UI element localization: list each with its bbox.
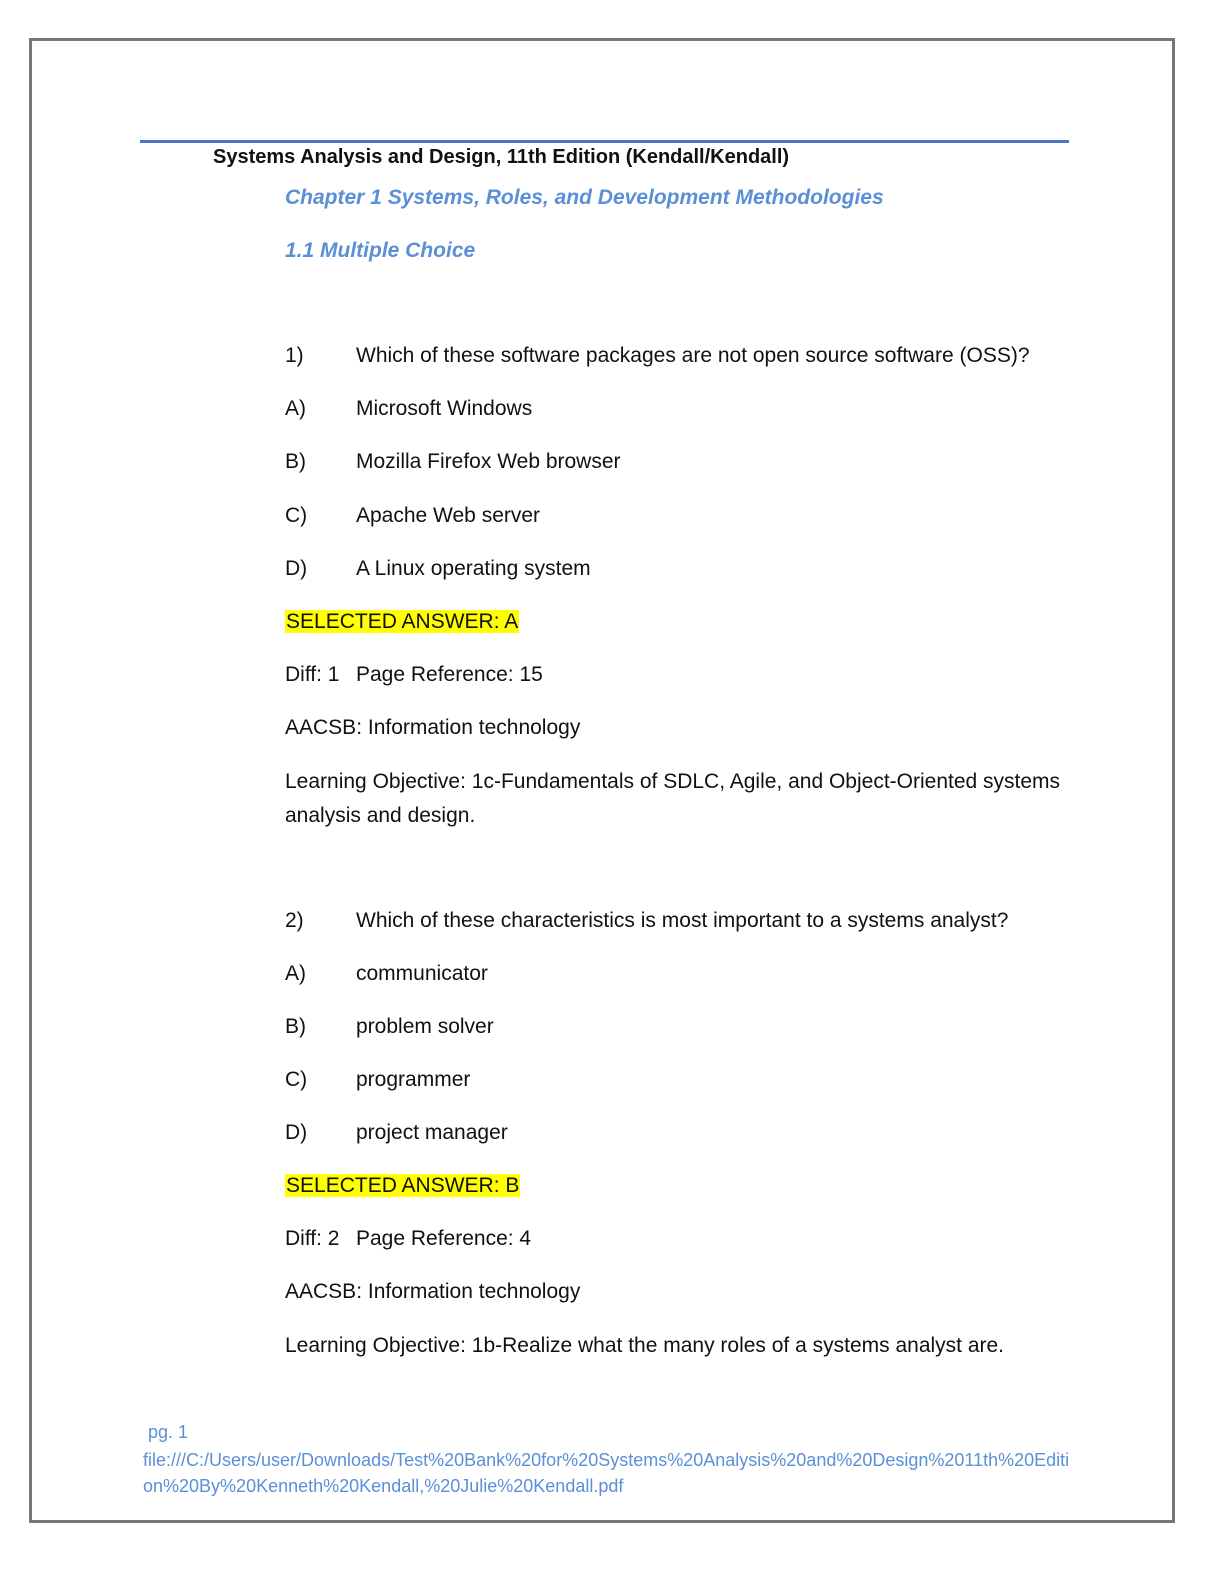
difficulty-row: [285, 1227, 685, 1251]
question-text: Which of these characteristics is most important to a systems analyst?: [356, 909, 1009, 932]
page-reference: Page Reference: 4: [356, 1227, 532, 1250]
footer-file-path: file:///C:/Users/user/Downloads/Test%20Bank%20for%20Systems%20Analysis%20and%20Design%2011th%20Edition%20By%20Kenneth%20Kendall,%20Julie%20Kendall.pdf: [143, 1450, 1070, 1496]
learning-objective: Learning Objective: 1c-Fundamentals of SDLC, Agile, and Object-Oriented systems analysis and design.: [285, 770, 1061, 827]
chapter-title: Chapter 1 Systems, Roles, and Development Methodologies: [285, 186, 884, 209]
selected-answer-row: [285, 1174, 520, 1198]
option-letter: D): [285, 557, 308, 580]
question-text: Which of these software packages are not open source software (OSS)?: [356, 344, 1030, 367]
option-letter: A): [285, 397, 306, 420]
section-title: 1.1 Multiple Choice: [285, 239, 476, 262]
selected-answer: SELECTED ANSWER: B: [286, 1174, 520, 1197]
option-text: project manager: [356, 1121, 508, 1144]
option-text: Mozilla Firefox Web browser: [356, 450, 621, 473]
option-letter: D): [285, 1121, 308, 1144]
question-number: 2): [285, 909, 304, 932]
footer-page-number: pg. 1: [148, 1422, 189, 1442]
difficulty: Diff: 1: [285, 663, 340, 686]
option-text: communicator: [356, 962, 488, 985]
question-number: 1): [285, 344, 304, 367]
book-title: Systems Analysis and Design, 11th Edition (Kendall/Kendall): [213, 146, 790, 168]
option-letter: C): [285, 1068, 308, 1091]
option-text: problem solver: [356, 1015, 494, 1038]
header-rule: [140, 140, 1069, 143]
option-text: A Linux operating system: [356, 557, 591, 580]
difficulty: Diff: 2: [285, 1227, 340, 1250]
option-letter: C): [285, 504, 308, 527]
option-letter: B): [285, 450, 306, 473]
selected-answer: SELECTED ANSWER: A: [286, 610, 519, 633]
option-text: Apache Web server: [356, 504, 541, 527]
option-letter: B): [285, 1015, 306, 1038]
page-reference: Page Reference: 15: [356, 663, 543, 686]
learning-objective: Learning Objective: 1b-Realize what the many roles of a systems analyst are.: [285, 1334, 1005, 1357]
aacsb: AACSB: Information technology: [285, 716, 581, 739]
difficulty-row: [285, 663, 685, 687]
option-text: programmer: [356, 1068, 471, 1091]
option-letter: A): [285, 962, 306, 985]
option-text: Microsoft Windows: [356, 397, 533, 420]
aacsb: AACSB: Information technology: [285, 1280, 581, 1303]
selected-answer-row: [285, 610, 519, 634]
